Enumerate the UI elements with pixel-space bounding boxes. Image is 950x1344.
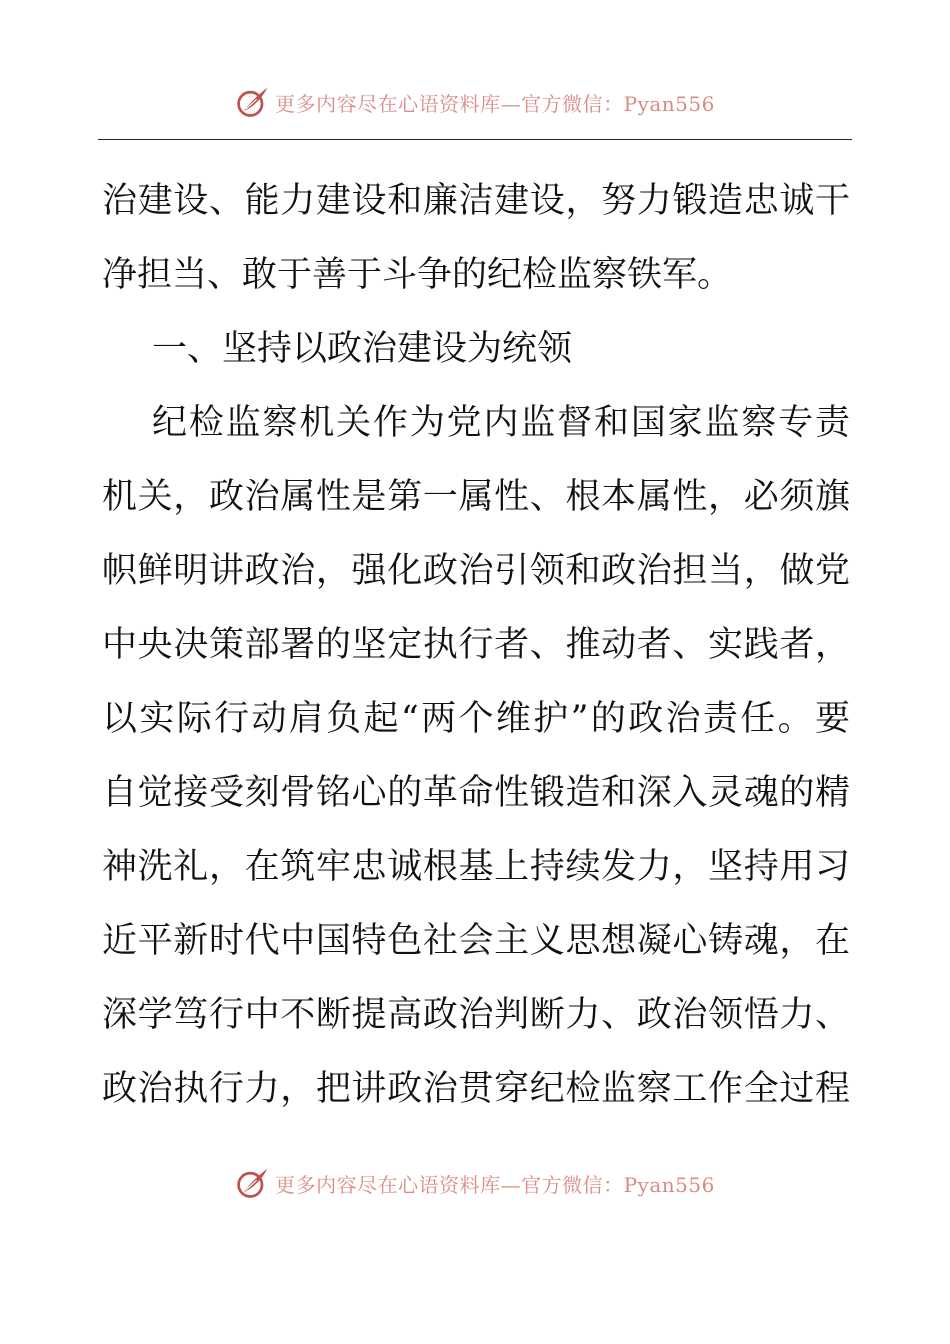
section-heading: 一、坚持以政治建设为统领 bbox=[152, 329, 573, 369]
quill-logo-icon bbox=[235, 1165, 271, 1201]
footer-banner bbox=[0, 1163, 950, 1203]
text-line: 机关，政治属性是第一属性、根本属性，必须旗 bbox=[102, 477, 850, 517]
text-line: 自觉接受刻骨铭心的革命性锻造和深入灵魂的精 bbox=[102, 773, 850, 813]
header-banner bbox=[0, 82, 950, 122]
footer-banner-text: 更多内容尽在心语资料库—官方微信：Pyan556 bbox=[275, 1172, 715, 1197]
text-line: 神洗礼，在筑牢忠诚根基上持续发力，坚持用习 bbox=[102, 847, 850, 887]
text-line: 帜鲜明讲政治，强化政治引领和政治担当，做党 bbox=[102, 551, 850, 591]
document-body bbox=[102, 164, 850, 1126]
header-divider bbox=[98, 139, 852, 140]
text-line: 净担当、敢于善于斗争的纪检监察铁军。 bbox=[102, 255, 733, 295]
text-line: 以实际行动肩负起“两个维护”的政治责任。要 bbox=[102, 699, 850, 739]
text-line: 治建设、能力建设和廉洁建设，努力锻造忠诚干 bbox=[102, 181, 850, 221]
text-line: 政治执行力，把讲政治贯穿纪检监察工作全过程 bbox=[102, 1069, 850, 1109]
quill-logo-icon bbox=[235, 84, 271, 120]
text-line: 近平新时代中国特色社会主义思想凝心铸魂，在 bbox=[102, 921, 850, 961]
header-banner-text: 更多内容尽在心语资料库—官方微信：Pyan556 bbox=[275, 91, 715, 116]
text-line: 中央决策部署的坚定执行者、推动者、实践者， bbox=[102, 625, 850, 665]
text-line: 纪检监察机关作为党内监督和国家监察专责 bbox=[152, 403, 850, 443]
text-line: 深学笃行中不断提高政治判断力、政治领悟力、 bbox=[102, 995, 850, 1035]
